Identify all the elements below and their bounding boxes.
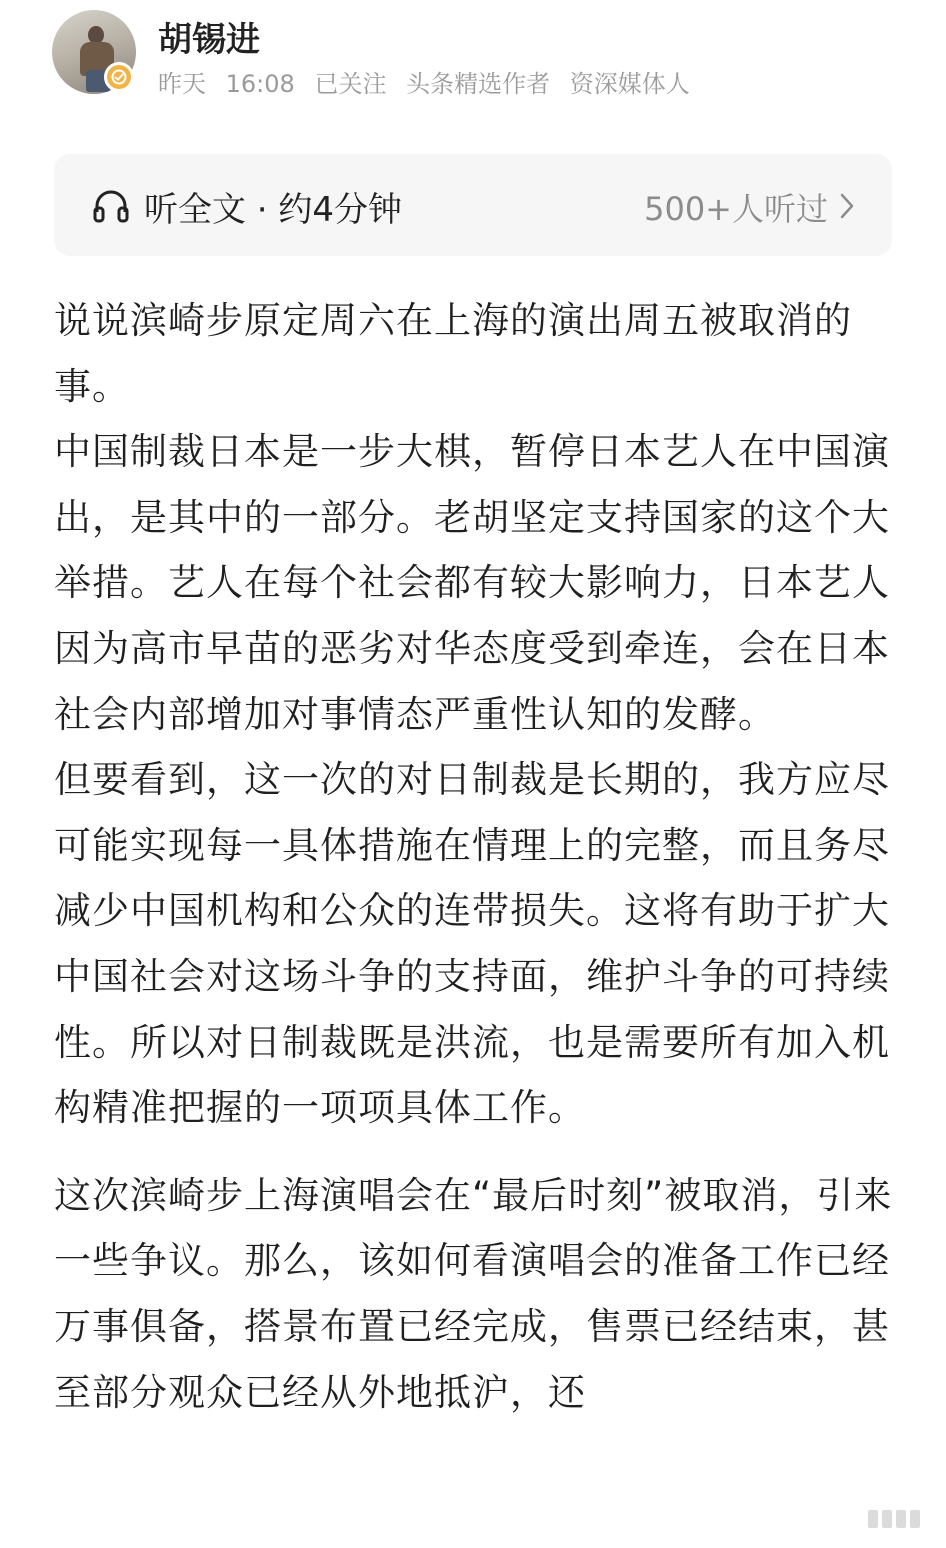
article-paragraph: 中国制裁日本是一步大棋，暂停日本艺人在中国演出，是其中的一部分。老胡坚定支持国家的这个大举措。艺人在每个社会都有较大影响力，日本艺人因为高市早苗的恶劣对华态度受到牵连，会在日本社会内部增加对事情态严重性认知的发酵。	[54, 430, 890, 736]
post-header	[0, 0, 946, 110]
watermark-icon	[868, 1508, 928, 1530]
post-time: 16:08	[225, 70, 295, 98]
chevron-right-icon	[838, 192, 856, 220]
author-name[interactable]: 胡锡进	[158, 20, 260, 60]
follow-status[interactable]: 已关注	[314, 70, 387, 98]
article-paragraph: 但要看到，这一次的对日制裁是长期的，我方应尽可能实现每一具体措施在情理上的完整，而且务尽减少中国机构和公众的连带损失。这将有助于扩大中国社会对这场斗争的支持面，维护斗争的可持续性。所以对日制裁既是洪流，也是需要所有加入机构精准把握的一项项具体工作。	[54, 758, 890, 1130]
listen-label: 听全文 · 约4分钟	[144, 190, 403, 230]
article-paragraph: 这次滨崎步上海演唱会在“最后时刻”被取消，引来一些争议。那么，该如何看演唱会的准备工作已经万事俱备，搭景布置已经完成，售票已经结束，甚至部分观众已经从外地抵沪，还	[54, 1173, 893, 1414]
listen-count: 500+人听过	[644, 190, 828, 228]
listen-full-text-bar[interactable]	[54, 154, 892, 256]
post-meta	[158, 64, 702, 99]
article-paragraph: 说说滨崎步原定周六在上海的演出周五被取消的事。	[54, 299, 852, 408]
post-day: 昨天	[158, 70, 206, 98]
author-tag-2: 资深媒体人	[569, 70, 690, 98]
article-body	[54, 288, 894, 1425]
verified-badge-icon	[104, 62, 134, 92]
headphones-icon	[92, 188, 130, 224]
author-tag-1: 头条精选作者	[406, 70, 551, 98]
